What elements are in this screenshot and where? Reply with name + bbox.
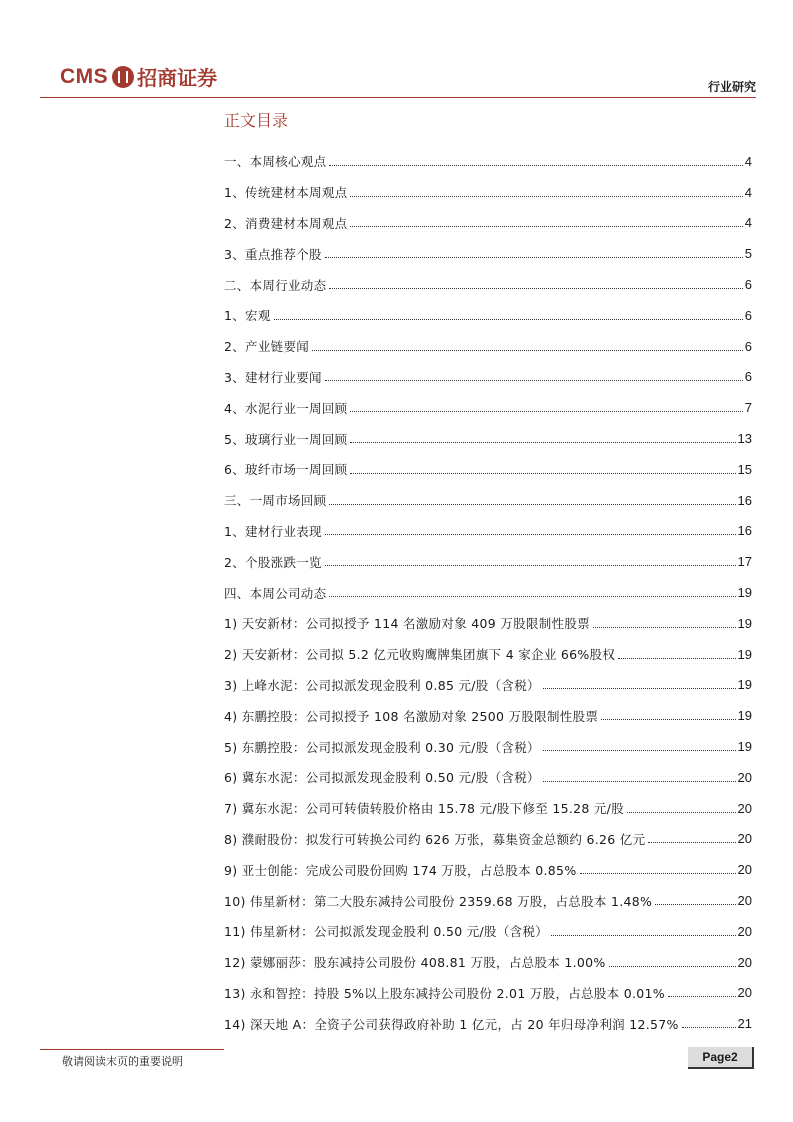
toc-entry-text: 2、个股涨跌一览 (224, 554, 322, 570)
company-logo (60, 62, 217, 91)
toc-entry-text: 1、传统建材本周观点 (224, 185, 348, 201)
toc-dot-leader (543, 781, 736, 782)
toc-entry[interactable] (224, 854, 752, 885)
toc-dot-leader (551, 935, 735, 936)
report-category: 行业研究 (707, 80, 756, 94)
toc-entry[interactable] (224, 608, 752, 639)
toc-entry-page: 20 (737, 923, 752, 939)
toc-entry[interactable] (224, 269, 752, 300)
toc-entry[interactable] (224, 793, 752, 824)
toc-entry-page: 20 (737, 985, 752, 1001)
toc-entry-text: 6、玻纤市场一周回顾 (224, 462, 348, 478)
toc-entry-text: 9) 亚士创能：完成公司股份回购 174 万股，占总股本 0.85% (224, 862, 577, 878)
toc-dot-leader (325, 380, 743, 381)
toc-dot-leader (543, 688, 736, 689)
toc-entry-page: 7 (744, 400, 752, 416)
toc-dot-leader (329, 596, 735, 597)
toc-entry[interactable] (224, 516, 752, 547)
toc-entry[interactable] (224, 454, 752, 485)
footer-disclaimer-note: 敬请阅读末页的重要说明 (62, 1055, 183, 1068)
logo-seal-icon (112, 66, 134, 88)
toc-entry[interactable] (224, 762, 752, 793)
toc-dot-leader (350, 442, 735, 443)
toc-entry-page: 6 (744, 277, 752, 293)
toc-entry[interactable] (224, 670, 752, 701)
toc-entry-text: 1、建材行业表现 (224, 523, 322, 539)
toc-entry-text: 三、一周市场回顾 (224, 493, 327, 509)
toc-entry-page: 6 (744, 369, 752, 385)
page-number-badge: Page2 (688, 1047, 754, 1069)
toc-entry-page: 13 (737, 431, 752, 447)
toc-dot-leader (350, 411, 742, 412)
toc-dot-leader (350, 196, 742, 197)
toc-entry-page: 20 (737, 800, 752, 816)
toc-dot-leader (350, 473, 735, 474)
toc-entry-page: 19 (737, 708, 752, 724)
toc-dot-leader (325, 534, 736, 535)
toc-dot-leader (325, 257, 743, 258)
toc-entry-text: 一、本周核心观点 (224, 154, 327, 170)
toc-entry[interactable] (224, 392, 752, 423)
toc-entry-page: 6 (744, 307, 752, 323)
toc-entry-page: 16 (737, 523, 752, 539)
header-divider (40, 97, 756, 98)
logo-text: CMS (60, 64, 109, 88)
toc-entry-text: 2) 天安新材：公司拟 5.2 亿元收购鹰牌集团旗下 4 家企业 66%股权 (224, 647, 616, 663)
toc-entry-page: 19 (737, 585, 752, 601)
toc-dot-leader (329, 165, 742, 166)
toc-entry-text: 3、重点推荐个股 (224, 246, 322, 262)
toc-entry[interactable] (224, 331, 752, 362)
toc-dot-leader (593, 627, 736, 628)
toc-entry-page: 5 (744, 246, 752, 262)
page-header (40, 58, 756, 100)
toc-entry-text: 四、本周公司动态 (224, 585, 327, 601)
toc-dot-leader (580, 873, 736, 874)
toc-dot-leader (312, 350, 743, 351)
toc-entry[interactable] (224, 885, 752, 916)
toc-entry-text: 5、玻璃行业一周回顾 (224, 431, 348, 447)
toc-entry-page: 19 (737, 646, 752, 662)
toc-entry-text: 12) 蒙娜丽莎：股东减持公司股份 408.81 万股，占总股本 1.00% (224, 955, 606, 971)
toc-dot-leader (668, 996, 736, 997)
toc-entry[interactable] (224, 731, 752, 762)
toc-entry[interactable] (224, 639, 752, 670)
toc-dot-leader (543, 750, 736, 751)
toc-entry-page: 17 (737, 554, 752, 570)
toc-dot-leader (601, 719, 735, 720)
toc-entry-page: 15 (737, 461, 752, 477)
toc-entry-text: 11) 伟星新材：公司拟派发现金股利 0.50 元/股（含税） (224, 924, 549, 940)
toc-entry-page: 21 (737, 1016, 752, 1032)
toc-dot-leader (350, 226, 742, 227)
toc-title: 正文目录 (224, 111, 289, 130)
toc-entry-page: 19 (737, 677, 752, 693)
toc-dot-leader (325, 565, 736, 566)
toc-entry-text: 3) 上峰水泥：公司拟派发现金股利 0.85 元/股（含税） (224, 677, 540, 693)
toc-entry[interactable] (224, 177, 752, 208)
toc-dot-leader (648, 842, 735, 843)
toc-entry-text: 二、本周行业动态 (224, 277, 327, 293)
toc-entry-text: 5) 东鹏控股：公司拟派发现金股利 0.30 元/股（含税） (224, 739, 540, 755)
toc-entry[interactable] (224, 978, 752, 1009)
toc-entry[interactable] (224, 824, 752, 855)
toc-entry-page: 20 (737, 769, 752, 785)
toc-entry[interactable] (224, 208, 752, 239)
toc-entry-text: 2、消费建材本周观点 (224, 215, 348, 231)
toc-entry[interactable] (224, 577, 752, 608)
toc-dot-leader (329, 504, 735, 505)
toc-entry-page: 4 (744, 215, 752, 231)
toc-entry-text: 6) 冀东水泥：公司拟派发现金股利 0.50 元/股（含税） (224, 770, 540, 786)
toc-entry-text: 10) 伟星新材：第二大股东减持公司股份 2359.68 万股，占总股本 1.48% (224, 893, 653, 909)
toc-entry-page: 16 (737, 492, 752, 508)
toc-entry[interactable] (224, 947, 752, 978)
toc-entry-text: 13) 永和智控：持股 5%以上股东减持公司股份 2.01 万股，占总股本 0.01% (224, 985, 665, 1001)
toc-entry-text: 8) 濮耐股份：拟发行可转换公司约 626 万张，募集资金总额约 6.26 亿元 (224, 831, 646, 847)
toc-entry-text: 7) 冀东水泥：公司可转债转股价格由 15.78 元/股下修至 15.28 元/股 (224, 801, 624, 817)
toc-dot-leader (682, 1027, 736, 1028)
toc-dot-leader (274, 319, 743, 320)
toc-entry[interactable] (224, 916, 752, 947)
toc-entry-page: 20 (737, 862, 752, 878)
toc-entry-text: 14) 深天地 A：全资子公司获得政府补助 1 亿元，占 20 年归母净利润 12.57% (224, 1016, 679, 1032)
table-of-contents (224, 146, 752, 1039)
toc-entry-text: 4、水泥行业一周回顾 (224, 400, 348, 416)
toc-entry[interactable] (224, 546, 752, 577)
toc-dot-leader (609, 966, 736, 967)
toc-entry[interactable] (224, 485, 752, 516)
toc-entry-page: 20 (737, 893, 752, 909)
toc-dot-leader (655, 904, 735, 905)
toc-dot-leader (618, 658, 735, 659)
toc-entry-text: 1、宏观 (224, 308, 271, 324)
toc-entry-page: 19 (737, 615, 752, 631)
toc-entry[interactable] (224, 238, 752, 269)
toc-entry-text: 1) 天安新材：公司拟授予 114 名激励对象 409 万股限制性股票 (224, 616, 590, 632)
toc-entry-page: 20 (737, 954, 752, 970)
toc-entry-text: 2、产业链要闻 (224, 339, 310, 355)
logo-chinese-name: 招商证券 (137, 66, 218, 90)
toc-entry-text: 3、建材行业要闻 (224, 369, 322, 385)
toc-entry[interactable] (224, 146, 752, 177)
toc-entry-page: 6 (744, 338, 752, 354)
toc-entry-page: 20 (737, 831, 752, 847)
footer-divider (40, 1049, 224, 1050)
toc-entry-text: 4) 东鹏控股：公司拟授予 108 名激励对象 2500 万股限制性股票 (224, 708, 599, 724)
toc-entry[interactable] (224, 1008, 752, 1039)
toc-entry[interactable] (224, 423, 752, 454)
toc-entry-page: 19 (737, 739, 752, 755)
toc-entry[interactable] (224, 300, 752, 331)
toc-entry[interactable] (224, 700, 752, 731)
toc-entry-page: 4 (744, 153, 752, 169)
toc-dot-leader (329, 288, 742, 289)
toc-entry-page: 4 (744, 184, 752, 200)
toc-dot-leader (627, 812, 736, 813)
toc-entry[interactable] (224, 362, 752, 393)
